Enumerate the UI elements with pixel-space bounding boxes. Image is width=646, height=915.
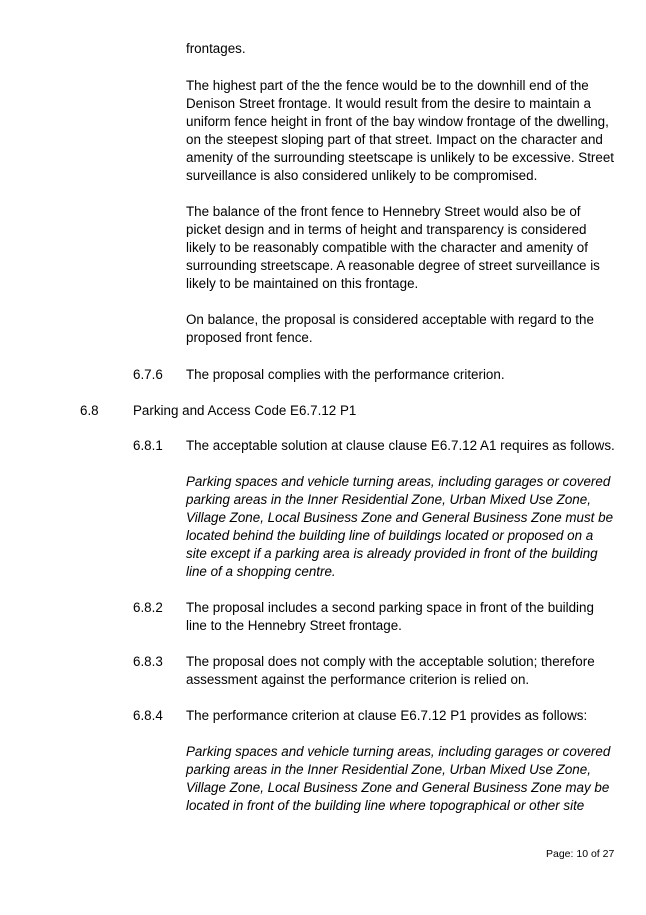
- section-text-6-8-4: The performance criterion at clause E6.7.12 P1 provides as follows:: [186, 708, 588, 723]
- section-number-6-8-1: 6.8.1: [133, 438, 163, 453]
- paragraph-balance-fence: The balance of the front fence to Hennebry Street would also be of picket design and in terms of height and transparency is considered likely to be reasonably compatible with the character and amenity of surrounding streetscape. A reasonable degree of street surveillance is likely to be maintained on this frontage.: [186, 204, 600, 291]
- section-number-6-8-3: 6.8.3: [133, 654, 163, 669]
- section-text-6-8-1: The acceptable solution at clause clause E6.7.12 A1 requires as follows.: [186, 438, 615, 453]
- section-text-6-7-6: The proposal complies with the performance criterion.: [186, 367, 505, 382]
- paragraph-highest-fence: The highest part of the the fence would be to the downhill end of the Denison Street frontage. It would result from the desire to maintain a uniform fence height in front of the bay window frontage of the dwelling, on the steepest sloping part of that street. Impact on the character and amenity of the surrounding steetscape is unlikely to be excessive. Street surveillance is also considered unlikely to be compromised.: [186, 78, 614, 183]
- section-heading-6-8: Parking and Access Code E6.7.12 P1: [133, 403, 357, 418]
- section-number-6-8: 6.8: [80, 403, 99, 418]
- quoted-acceptable-solution: Parking spaces and vehicle turning areas, including garages or covered parking areas in the Inner Residential Zone, Urban Mixed Use Zone, Village Zone, Local Business Zone and General Business Zone must be located behind the building line of buildings located or proposed on a site except if a parking area is already provided in front of the building line of a shopping centre.: [186, 474, 614, 579]
- section-number-6-8-4: 6.8.4: [133, 708, 163, 723]
- section-number-6-8-2: 6.8.2: [133, 600, 163, 615]
- section-number-6-7-6: 6.7.6: [133, 367, 163, 382]
- quoted-performance-criterion: Parking spaces and vehicle turning areas, including garages or covered parking areas in the Inner Residential Zone, Urban Mixed Use Zone, Village Zone, Local Business Zone and General Business Zone may be located in front of the building line where topographical or other site: [186, 744, 611, 813]
- paragraph-on-balance: On balance, the proposal is considered acceptable with regard to the proposed front fence.: [186, 312, 594, 345]
- section-text-6-8-2: The proposal includes a second parking space in front of the building line to the Hennebry Street frontage.: [186, 600, 594, 633]
- page-number: Page: 10 of 27: [546, 848, 615, 860]
- paragraph-frontages: frontages.: [186, 41, 246, 56]
- section-text-6-8-3: The proposal does not comply with the acceptable solution; therefore assessment against the performance criterion is relied on.: [186, 654, 595, 687]
